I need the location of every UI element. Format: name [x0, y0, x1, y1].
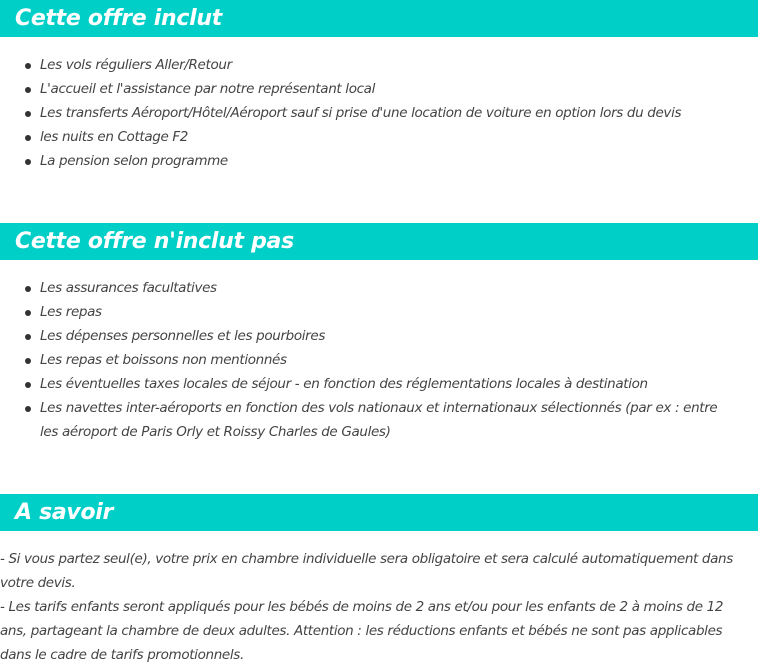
section-info [0, 494, 758, 667]
bullet-icon [25, 159, 31, 165]
list-item [0, 324, 758, 348]
list-item [0, 149, 758, 173]
bullet-icon [25, 334, 31, 340]
list-item-text: Les repas [40, 304, 102, 320]
list-item-text: Les assurances facultatives [40, 280, 217, 296]
section-header-excludes [0, 223, 758, 260]
list-item [0, 276, 758, 300]
bullet-icon [25, 135, 31, 141]
info-paragraph: - Si vous partez seul(e), votre prix en chambre individuelle sera obligatoire et sera calculé automatiquement dans votre devis. [0, 551, 733, 591]
bullet-icon [25, 286, 31, 292]
list-item [0, 101, 758, 125]
list-item-text: L'accueil et l'assistance par notre représentant local [40, 81, 376, 97]
list-item [0, 300, 758, 324]
section-title-info: A savoir [15, 500, 114, 525]
includes-list [0, 53, 758, 173]
list-item-text: Les vols réguliers Aller/Retour [40, 57, 232, 73]
bullet-icon [25, 382, 31, 388]
bullet-icon [25, 358, 31, 364]
list-item-text: Les dépenses personnelles et les pourboires [40, 328, 326, 344]
section-excludes [0, 223, 758, 444]
bullet-icon [25, 310, 31, 316]
list-item [0, 53, 758, 77]
bullet-icon [25, 87, 31, 93]
list-item-text: La pension selon programme [40, 153, 228, 169]
section-header-info [0, 494, 758, 531]
bullet-icon [25, 406, 31, 412]
list-item [0, 348, 758, 372]
list-item-text: Les repas et boissons non mentionnés [40, 352, 287, 368]
list-item [0, 372, 758, 396]
list-item-text: Les éventuelles taxes locales de séjour - en fonction des réglementations locales à destination [40, 376, 648, 392]
list-item-text: Les navettes inter-aéroports en fonction des vols nationaux et internationaux sélectionnés (par ex : entre les aéroport de Paris Orly et Roissy Charles de Gaules) [40, 400, 718, 440]
excludes-list [0, 276, 758, 444]
section-title-excludes: Cette offre n'inclut pas [15, 229, 294, 254]
list-item-text: Les transferts Aéroport/Hôtel/Aéroport sauf si prise d'une location de voiture en option lors du devis [40, 105, 682, 121]
section-includes [0, 0, 758, 173]
list-item [0, 396, 758, 444]
bullet-icon [25, 63, 31, 69]
list-item [0, 125, 758, 149]
list-item-text: les nuits en Cottage F2 [40, 129, 189, 145]
section-header-includes [0, 0, 758, 37]
info-text [0, 547, 758, 667]
list-item [0, 77, 758, 101]
info-paragraph: - Les tarifs enfants seront appliqués pour les bébés de moins de 2 ans et/ou pour les enfants de 2 à moins de 12 ans, partageant la chambre de deux adultes. Attention : les réductions enfants et bébés ne sont pas applicables dans le cadre de tarifs promotionnels. [0, 599, 724, 663]
section-title-includes: Cette offre inclut [15, 6, 222, 31]
bullet-icon [25, 111, 31, 117]
